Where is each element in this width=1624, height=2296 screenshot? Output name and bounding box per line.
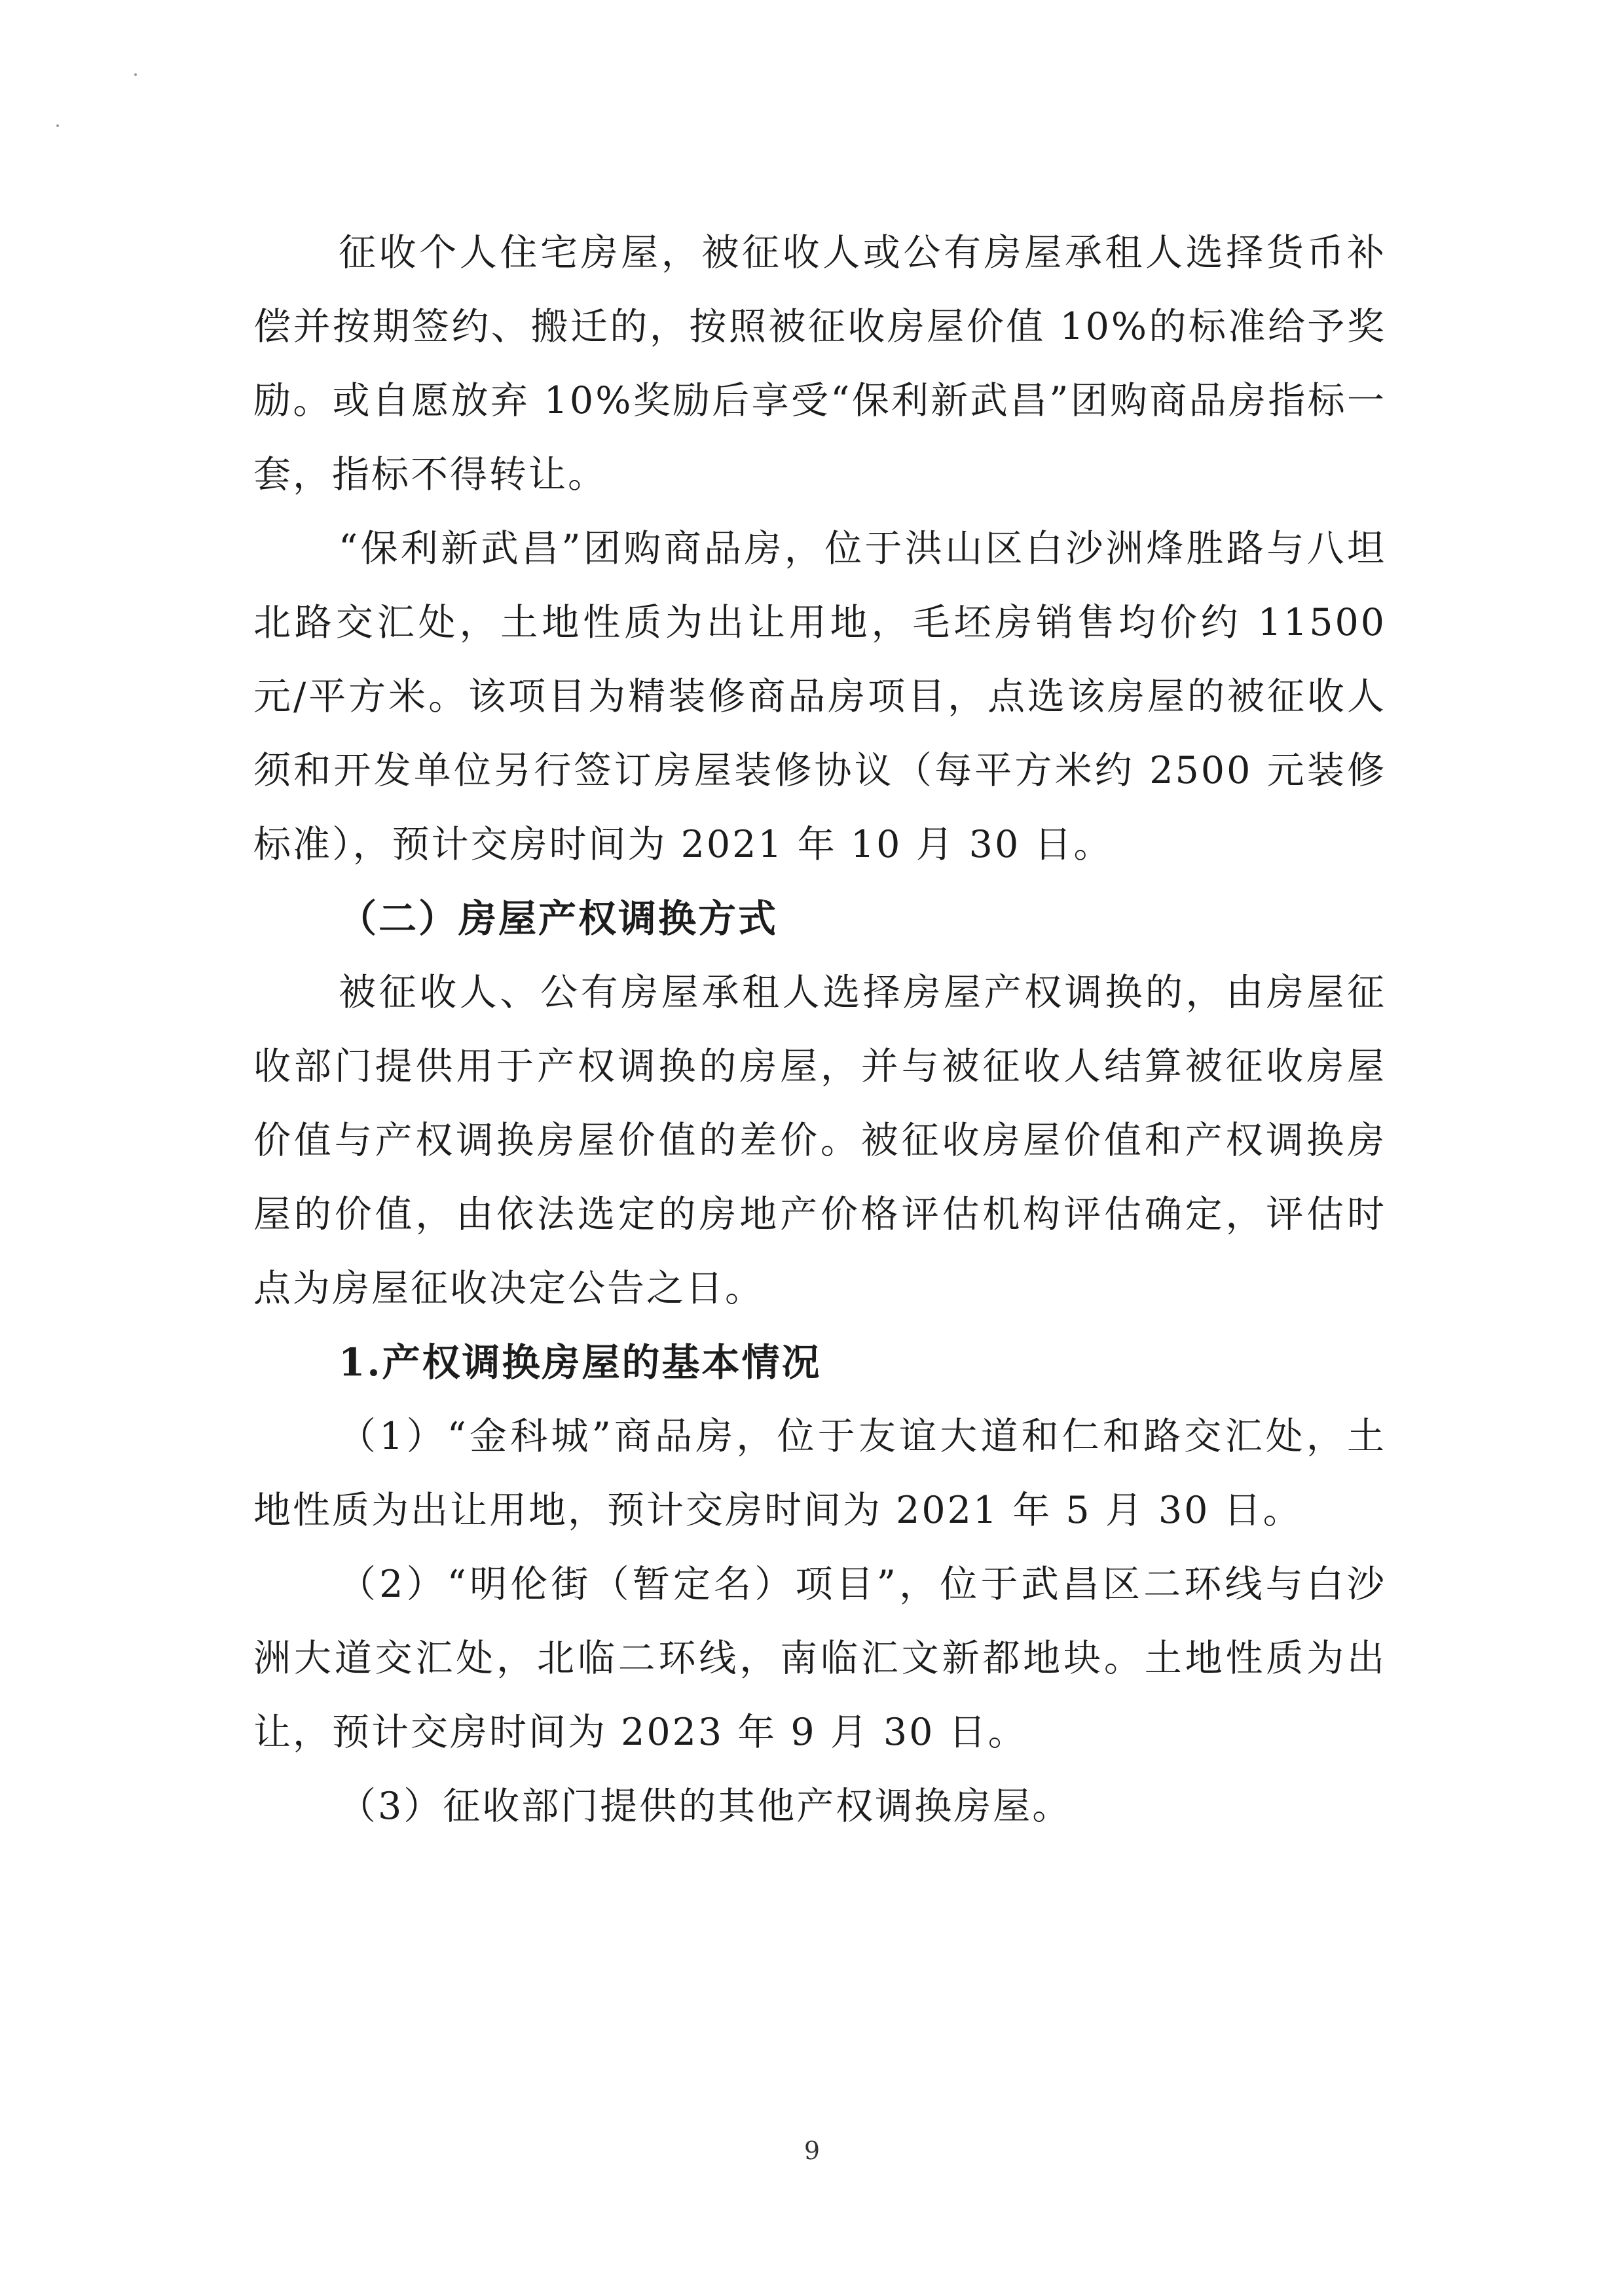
list-item-other-housing: （3）征收部门提供的其他产权调换房屋。 bbox=[339, 1785, 1072, 1828]
list-item-jinkecheng: （1）“金科城”商品房，位于友谊大道和仁和路交汇处，土地性质为出让用地，预计交房时间为 2021 年 5 月 30 日。 bbox=[253, 1415, 1386, 1532]
scan-speck bbox=[56, 124, 59, 127]
section-heading-property-exchange: （二）房屋产权调换方式 bbox=[339, 896, 779, 941]
paragraph-group-purchase-housing: “保利新武昌”团购商品房，位于洪山区白沙洲烽胜路与八坦北路交汇处，土地性质为出让用地，毛坯房销售均价约 11500 元/平方米。该项目为精装修商品房项目，点选该房屋的被征收人须和开发单位另行签订房屋装修协议（每平方米约 2500 元装修标准），预计交房时间为 2021 年 10 月 30 日。 bbox=[253, 527, 1386, 866]
scan-speck bbox=[134, 73, 137, 76]
subsection-heading-exchange-housing-info: 1.产权调换房屋的基本情况 bbox=[339, 1340, 822, 1385]
page-number: 9 bbox=[803, 2136, 821, 2165]
paragraph-property-exchange-method: 被征收人、公有房屋承租人选择房屋产权调换的，由房屋征收部门提供用于产权调换的房屋，并与被征收人结算被征收房屋价值与产权调换房屋价值的差价。被征收房屋价值和产权调换房屋的价值，由依法选定的房地产价格评估机构评估确定，评估时点为房屋征收决定公告之日。 bbox=[253, 971, 1386, 1310]
document-body bbox=[253, 216, 1386, 1844]
list-item-minglunjie: （2）“明伦街（暂定名）项目”，位于武昌区二环线与白沙洲大道交汇处，北临二环线，南临汇文新都地块。土地性质为出让，预计交房时间为 2023 年 9 月 30 日。 bbox=[253, 1563, 1386, 1754]
paragraph-monetary-reward: 征收个人住宅房屋，被征收人或公有房屋承租人选择货币补偿并按期签约、搬迁的，按照被征收房屋价值 10%的标准给予奖励。或自愿放弃 10%奖励后享受“保利新武昌”团购商品房指标一套，指标不得转让。 bbox=[253, 231, 1386, 496]
